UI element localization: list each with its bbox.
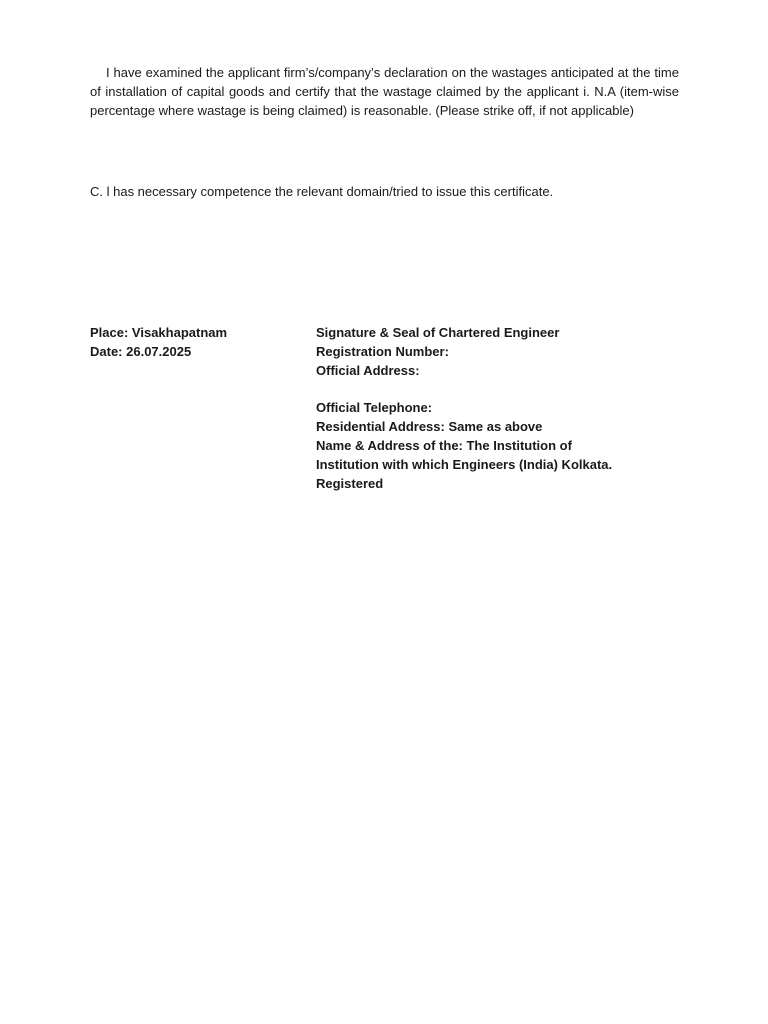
place-line: Place: Visakhapatnam [90,325,228,340]
registration-line: Registration Number: [316,344,449,359]
institution-line-1: Name & Address of the: The Institution of [316,438,572,453]
institution-line-2: Institution with which Engineers (India) Kolkata. [316,457,613,472]
blank-spacer [316,380,656,398]
declaration-paragraph: I have examined the applicant firm’s/company’s declaration on the wastages anticipated at the time of installation of capital goods and certify that the wastage claimed by the applicant i. N.A (item-wise percentage where wastage is being claimed) is reasonable. (Please strike off, if not applicable) [90,65,679,118]
institution-line-3: Registered [316,476,384,491]
signature-line: Signature & Seal of Chartered Engineer [316,325,560,340]
engineer-details-block [316,323,656,493]
official-address-line: Official Address: [316,363,420,378]
place-date-block [90,323,290,361]
competence-paragraph: C. l has necessary competence the relevant domain/tried to issue this certificate. [90,184,554,199]
date-line: Date: 26.07.2025 [90,344,192,359]
residential-address-line: Residential Address: Same as above [316,419,543,434]
official-telephone-line: Official Telephone: [316,400,433,415]
